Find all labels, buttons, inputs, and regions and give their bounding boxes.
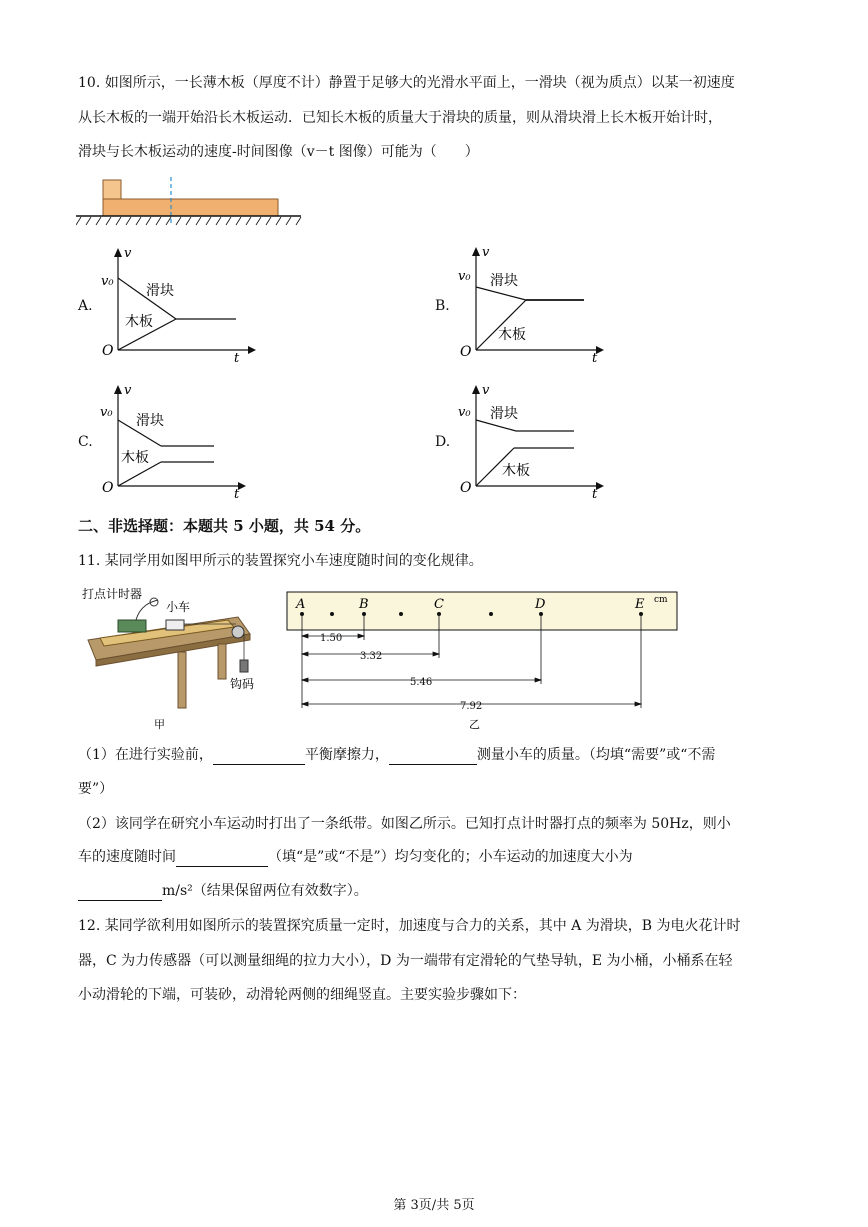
slider-label: 滑块: [136, 413, 164, 429]
section-heading: 二、非选择题：本题共 5 小题，共 54 分。: [78, 517, 371, 535]
axis-v: v: [124, 383, 132, 398]
distance-ab: 1.50: [320, 633, 343, 644]
option-d-label[interactable]: D.: [435, 434, 451, 450]
axis-t: t: [592, 487, 598, 502]
slider-block: [103, 180, 121, 199]
q11-part2-line1: （2）该同学在研究小车运动时打出了一条纸带。如图乙所示。已知打点计时器打点的频率为 50Hz，则小: [78, 816, 731, 832]
v0-label: v₀: [458, 405, 471, 420]
option-c-label[interactable]: C.: [78, 434, 93, 450]
axis-v: v: [482, 245, 490, 260]
timer-device: [118, 620, 146, 632]
option-c-graph: [98, 380, 258, 502]
ground-hatch: [76, 217, 301, 225]
slider-label: 滑块: [490, 406, 518, 422]
origin-label: O: [460, 480, 472, 496]
q11-part2-line3: m/s²（结果保留两位有效数字）。: [78, 881, 368, 901]
axis-v: v: [124, 246, 132, 261]
hook-weight: [240, 660, 248, 672]
cart: [166, 620, 184, 630]
q11-intro: 11. 某同学用如图甲所示的装置探究小车速度随时间的变化规律。: [78, 553, 483, 569]
paper-tape-figure: [284, 588, 684, 730]
unit-label: cm: [654, 595, 668, 605]
origin-label: O: [102, 343, 114, 359]
axis-t: t: [592, 351, 598, 365]
q11-part1-line1: （1）在进行实验前， 平衡摩擦力， 测量小车的质量。（均填“需要”或“不需: [78, 747, 716, 763]
board-label: 木板: [502, 463, 530, 479]
q12-line2: 器，C 为力传感器（可以测量细绳的拉力大小），D 为一端带有定滑轮的气垫导轨，E 为小桶，小桶系在轻: [78, 953, 733, 969]
distance-ae: 7.92: [460, 701, 483, 712]
blank-friction[interactable]: [213, 748, 305, 765]
origin-label: O: [460, 344, 472, 360]
distance-ac: 3.32: [360, 651, 383, 662]
origin-label: O: [102, 480, 114, 496]
option-d-graph: [456, 378, 616, 502]
distance-ad: 5.46: [410, 677, 433, 688]
slider-label: 滑块: [490, 273, 518, 289]
point-c: C: [434, 597, 444, 612]
slider-label: 滑块: [146, 283, 174, 299]
q10-line3: 滑块与长木板运动的速度-时间图像（v－t 图像）可能为（ ）: [78, 144, 479, 160]
board-label: 木板: [125, 314, 153, 330]
point-d: D: [535, 597, 546, 612]
point-a: A: [296, 597, 306, 612]
blank-acceleration[interactable]: [78, 884, 162, 901]
option-b-graph: [456, 240, 616, 365]
paper-tape: [287, 592, 677, 630]
q11-part1-line2: 要”）: [78, 781, 114, 797]
caption-jia: 甲: [154, 718, 165, 730]
cart-label: 小车: [166, 600, 191, 614]
q11-part2-line2: 车的速度随时间 （填“是”或“不是”）均匀变化的；小车运动的加速度大小为: [78, 849, 633, 865]
axis-t: t: [234, 487, 240, 502]
axis-v: v: [482, 383, 490, 398]
option-a-label[interactable]: A.: [78, 298, 93, 314]
axis-t: t: [234, 351, 240, 365]
option-b-label[interactable]: B.: [435, 298, 450, 314]
page-footer: 第 3页/共 5页: [393, 1198, 475, 1213]
v0-label: v₀: [458, 269, 471, 284]
weight-label: 钩码: [230, 677, 255, 691]
option-a-graph: [98, 245, 258, 365]
blank-mass[interactable]: [389, 748, 477, 765]
q10-line1: 10. 如图所示，一长薄木板（厚度不计）静置于足够大的光滑水平面上，一滑块（视为质点）以某一初速度: [78, 75, 735, 91]
point-e: E: [635, 597, 645, 612]
pulley: [232, 626, 244, 638]
point-b: B: [359, 597, 369, 612]
q12-line1: 12. 某同学欲利用如图所示的装置探究质量一定时，加速度与合力的关系，其中 A 为滑块，B 为电火花计时: [78, 918, 741, 934]
v0-label: v₀: [101, 274, 114, 289]
blank-uniform[interactable]: [176, 850, 268, 867]
board-label: 木板: [121, 450, 149, 466]
caption-yi: 乙: [469, 718, 480, 730]
board-block-diagram: [76, 175, 306, 227]
board-label: 木板: [498, 327, 526, 343]
q10-line2: 从长木板的一端开始沿长木板运动．已知长木板的质量大于滑块的质量，则从滑块滑上长木板开始计时，: [78, 110, 722, 126]
timer-label: 打点计时器: [82, 587, 143, 601]
long-board: [103, 199, 278, 216]
apparatus-figure: [78, 582, 273, 730]
q12-line3: 小动滑轮的下端，可装砂，动滑轮两侧的细绳竖直。主要实验步骤如下：: [78, 987, 526, 1003]
v0-label: v₀: [100, 405, 113, 420]
